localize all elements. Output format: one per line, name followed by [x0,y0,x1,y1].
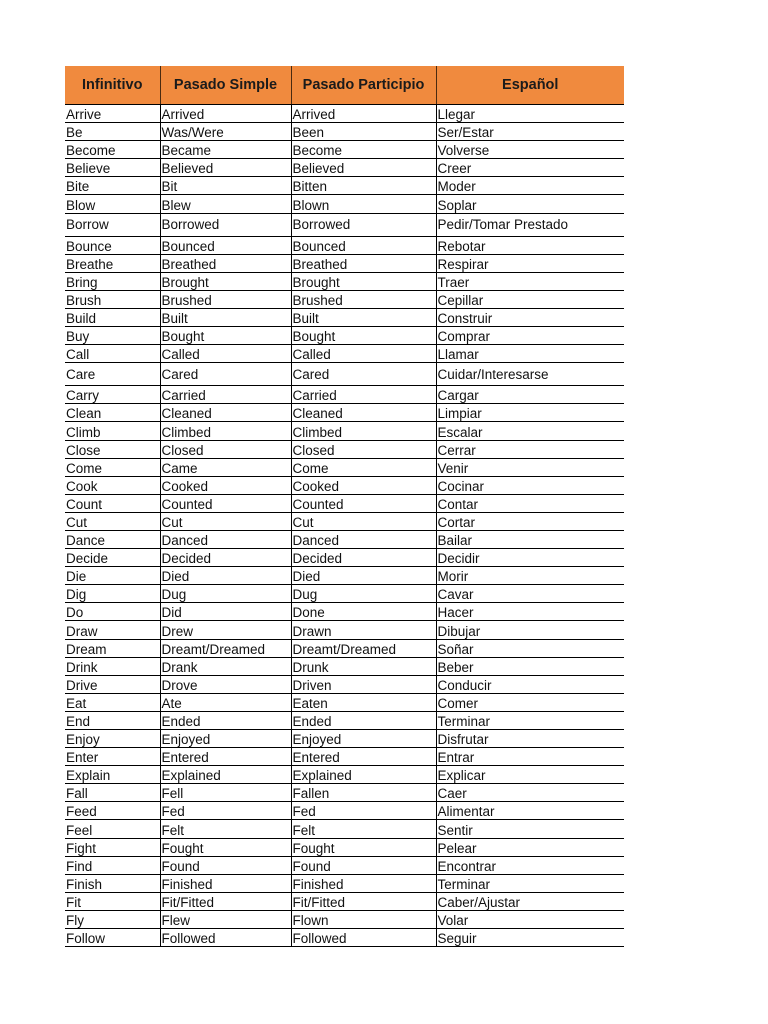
cell-infinitivo: Arrive [65,105,160,123]
cell-infinitivo: Dig [65,585,160,603]
cell-pasado-simple: Came [160,458,291,476]
cell-infinitivo: Fit [65,892,160,910]
cell-espanol: Sentir [436,820,624,838]
cell-pasado-simple: Danced [160,530,291,548]
cell-infinitivo: Cut [65,512,160,530]
cell-espanol: Llegar [436,105,624,123]
cell-pasado-simple: Drove [160,675,291,693]
cell-espanol: Soñar [436,639,624,657]
cell-espanol: Ser/Estar [436,123,624,141]
cell-pasado-simple: Found [160,856,291,874]
cell-pasado-participio: Drunk [291,657,436,675]
cell-pasado-participio: Flown [291,910,436,928]
cell-espanol: Seguir [436,929,624,947]
cell-pasado-participio: Fallen [291,784,436,802]
cell-pasado-simple: Decided [160,549,291,567]
cell-espanol: Conducir [436,675,624,693]
table-row [65,494,624,512]
cell-pasado-simple: Died [160,567,291,585]
cell-espanol: Cepillar [436,290,624,308]
cell-pasado-participio: Bounced [291,236,436,254]
table-row [65,363,624,386]
table-row [65,639,624,657]
cell-pasado-simple: Brushed [160,290,291,308]
cell-pasado-participio: Climbed [291,422,436,440]
cell-espanol: Moder [436,177,624,195]
table-body [65,105,624,947]
cell-pasado-simple: Drank [160,657,291,675]
cell-infinitivo: Close [65,440,160,458]
cell-infinitivo: Bring [65,272,160,290]
cell-pasado-simple: Ended [160,711,291,729]
verb-table [65,66,624,947]
cell-pasado-participio: Fit/Fitted [291,892,436,910]
table-row [65,458,624,476]
table-row [65,404,624,422]
cell-infinitivo: Breathe [65,254,160,272]
table-row [65,327,624,345]
cell-espanol: Caer [436,784,624,802]
table-row [65,874,624,892]
cell-pasado-participio: Arrived [291,105,436,123]
cell-pasado-participio: Eaten [291,693,436,711]
cell-espanol: Cargar [436,386,624,404]
cell-pasado-participio: Felt [291,820,436,838]
table-row [65,254,624,272]
cell-pasado-participio: Brushed [291,290,436,308]
cell-pasado-participio: Followed [291,929,436,947]
cell-infinitivo: Feel [65,820,160,838]
cell-espanol: Beber [436,657,624,675]
table-row [65,892,624,910]
cell-pasado-simple: Built [160,308,291,326]
table-row [65,675,624,693]
table-row [65,856,624,874]
table-row [65,567,624,585]
cell-infinitivo: Feed [65,802,160,820]
cell-pasado-participio: Fed [291,802,436,820]
table-row [65,512,624,530]
cell-pasado-simple: Borrowed [160,213,291,236]
cell-infinitivo: Cook [65,476,160,494]
cell-infinitivo: Fly [65,910,160,928]
table-row [65,105,624,123]
cell-infinitivo: Brush [65,290,160,308]
table-row [65,549,624,567]
cell-pasado-simple: Fit/Fitted [160,892,291,910]
cell-espanol: Comer [436,693,624,711]
cell-pasado-simple: Cared [160,363,291,386]
cell-espanol: Cavar [436,585,624,603]
cell-pasado-participio: Bought [291,327,436,345]
cell-pasado-simple: Explained [160,766,291,784]
cell-espanol: Respirar [436,254,624,272]
table-row [65,159,624,177]
cell-pasado-participio: Believed [291,159,436,177]
table-row [65,748,624,766]
cell-espanol: Cortar [436,512,624,530]
table-row [65,213,624,236]
cell-espanol: Pelear [436,838,624,856]
cell-espanol: Limpiar [436,404,624,422]
cell-infinitivo: Do [65,603,160,621]
header-pasado-simple: Pasado Simple [160,66,291,105]
cell-pasado-participio: Finished [291,874,436,892]
cell-espanol: Morir [436,567,624,585]
cell-pasado-participio: Bitten [291,177,436,195]
cell-infinitivo: Climb [65,422,160,440]
cell-pasado-simple: Blew [160,195,291,213]
cell-espanol: Volar [436,910,624,928]
cell-espanol: Bailar [436,530,624,548]
cell-infinitivo: Count [65,494,160,512]
table-row [65,657,624,675]
table-row [65,820,624,838]
cell-espanol: Decidir [436,549,624,567]
cell-infinitivo: Explain [65,766,160,784]
cell-espanol: Volverse [436,141,624,159]
cell-pasado-participio: Breathed [291,254,436,272]
table-row [65,123,624,141]
cell-infinitivo: Bite [65,177,160,195]
table-row [65,838,624,856]
cell-pasado-simple: Enjoyed [160,730,291,748]
table-row [65,236,624,254]
cell-infinitivo: Dance [65,530,160,548]
cell-infinitivo: Clean [65,404,160,422]
table-row [65,784,624,802]
table-row [65,476,624,494]
cell-infinitivo: Follow [65,929,160,947]
cell-pasado-participio: Borrowed [291,213,436,236]
cell-espanol: Dibujar [436,621,624,639]
cell-pasado-simple: Closed [160,440,291,458]
cell-infinitivo: Die [65,567,160,585]
cell-espanol: Terminar [436,874,624,892]
cell-espanol: Terminar [436,711,624,729]
table-row [65,345,624,363]
cell-pasado-participio: Enjoyed [291,730,436,748]
cell-pasado-simple: Brought [160,272,291,290]
cell-pasado-participio: Built [291,308,436,326]
cell-pasado-participio: Blown [291,195,436,213]
cell-pasado-participio: Danced [291,530,436,548]
cell-espanol: Pedir/Tomar Prestado [436,213,624,236]
table-row [65,141,624,159]
cell-infinitivo: Finish [65,874,160,892]
cell-pasado-simple: Fed [160,802,291,820]
cell-pasado-participio: Fought [291,838,436,856]
table-row [65,910,624,928]
table-row [65,693,624,711]
cell-infinitivo: Borrow [65,213,160,236]
cell-infinitivo: Build [65,308,160,326]
cell-pasado-participio: Driven [291,675,436,693]
cell-espanol: Alimentar [436,802,624,820]
cell-pasado-participio: Carried [291,386,436,404]
cell-pasado-participio: Explained [291,766,436,784]
cell-pasado-participio: Become [291,141,436,159]
table-row [65,603,624,621]
cell-espanol: Creer [436,159,624,177]
cell-pasado-simple: Climbed [160,422,291,440]
cell-espanol: Traer [436,272,624,290]
cell-pasado-participio: Cut [291,512,436,530]
header-espanol: Español [436,66,624,105]
cell-infinitivo: Fall [65,784,160,802]
cell-infinitivo: Draw [65,621,160,639]
cell-pasado-simple: Bounced [160,236,291,254]
cell-pasado-simple: Did [160,603,291,621]
cell-espanol: Escalar [436,422,624,440]
cell-espanol: Disfrutar [436,730,624,748]
table-header [65,66,624,105]
cell-pasado-simple: Carried [160,386,291,404]
cell-espanol: Caber/Ajustar [436,892,624,910]
table-row [65,766,624,784]
cell-pasado-simple: Breathed [160,254,291,272]
table-row [65,730,624,748]
table-row [65,621,624,639]
cell-pasado-simple: Fell [160,784,291,802]
cell-pasado-participio: Entered [291,748,436,766]
cell-pasado-simple: Called [160,345,291,363]
cell-pasado-participio: Dug [291,585,436,603]
cell-pasado-participio: Died [291,567,436,585]
cell-pasado-participio: Cared [291,363,436,386]
cell-pasado-participio: Come [291,458,436,476]
cell-pasado-simple: Believed [160,159,291,177]
cell-pasado-simple: Finished [160,874,291,892]
cell-pasado-participio: Ended [291,711,436,729]
cell-infinitivo: Bounce [65,236,160,254]
cell-infinitivo: Blow [65,195,160,213]
cell-pasado-participio: Called [291,345,436,363]
cell-pasado-participio: Found [291,856,436,874]
table-row [65,177,624,195]
cell-espanol: Venir [436,458,624,476]
cell-infinitivo: Buy [65,327,160,345]
cell-infinitivo: Drink [65,657,160,675]
table-row [65,929,624,947]
cell-pasado-simple: Fought [160,838,291,856]
table-row [65,386,624,404]
cell-espanol: Cocinar [436,476,624,494]
cell-pasado-simple: Counted [160,494,291,512]
cell-infinitivo: End [65,711,160,729]
header-row [65,66,624,105]
cell-espanol: Soplar [436,195,624,213]
table-row [65,422,624,440]
cell-pasado-participio: Been [291,123,436,141]
table-row [65,272,624,290]
cell-pasado-simple: Arrived [160,105,291,123]
cell-espanol: Cerrar [436,440,624,458]
cell-espanol: Encontrar [436,856,624,874]
cell-espanol: Comprar [436,327,624,345]
cell-infinitivo: Care [65,363,160,386]
cell-infinitivo: Fight [65,838,160,856]
cell-pasado-simple: Became [160,141,291,159]
cell-pasado-participio: Counted [291,494,436,512]
cell-pasado-simple: Cleaned [160,404,291,422]
cell-espanol: Llamar [436,345,624,363]
cell-infinitivo: Enjoy [65,730,160,748]
cell-pasado-simple: Cooked [160,476,291,494]
cell-infinitivo: Dream [65,639,160,657]
cell-infinitivo: Find [65,856,160,874]
cell-espanol: Hacer [436,603,624,621]
cell-pasado-participio: Brought [291,272,436,290]
cell-infinitivo: Be [65,123,160,141]
cell-infinitivo: Come [65,458,160,476]
cell-infinitivo: Carry [65,386,160,404]
table-row [65,711,624,729]
cell-pasado-simple: Flew [160,910,291,928]
cell-espanol: Construir [436,308,624,326]
header-pasado-participio: Pasado Participio [291,66,436,105]
cell-pasado-simple: Dreamt/Dreamed [160,639,291,657]
cell-pasado-simple: Dug [160,585,291,603]
cell-pasado-simple: Was/Were [160,123,291,141]
table-row [65,585,624,603]
cell-pasado-participio: Cooked [291,476,436,494]
cell-pasado-participio: Drawn [291,621,436,639]
cell-pasado-participio: Decided [291,549,436,567]
cell-infinitivo: Decide [65,549,160,567]
header-infinitivo: Infinitivo [65,66,160,105]
cell-pasado-simple: Drew [160,621,291,639]
cell-pasado-simple: Bought [160,327,291,345]
cell-pasado-simple: Felt [160,820,291,838]
table-row [65,308,624,326]
cell-pasado-simple: Ate [160,693,291,711]
cell-infinitivo: Enter [65,748,160,766]
cell-pasado-simple: Cut [160,512,291,530]
table-row [65,530,624,548]
cell-espanol: Entrar [436,748,624,766]
cell-infinitivo: Become [65,141,160,159]
table-row [65,195,624,213]
cell-pasado-simple: Bit [160,177,291,195]
cell-espanol: Explicar [436,766,624,784]
cell-pasado-participio: Cleaned [291,404,436,422]
cell-infinitivo: Believe [65,159,160,177]
cell-espanol: Cuidar/Interesarse [436,363,624,386]
table-row [65,802,624,820]
cell-pasado-simple: Entered [160,748,291,766]
cell-pasado-participio: Closed [291,440,436,458]
table-row [65,440,624,458]
cell-pasado-participio: Done [291,603,436,621]
table-row [65,290,624,308]
cell-infinitivo: Call [65,345,160,363]
cell-pasado-participio: Dreamt/Dreamed [291,639,436,657]
cell-infinitivo: Drive [65,675,160,693]
cell-espanol: Rebotar [436,236,624,254]
cell-espanol: Contar [436,494,624,512]
cell-pasado-simple: Followed [160,929,291,947]
cell-infinitivo: Eat [65,693,160,711]
